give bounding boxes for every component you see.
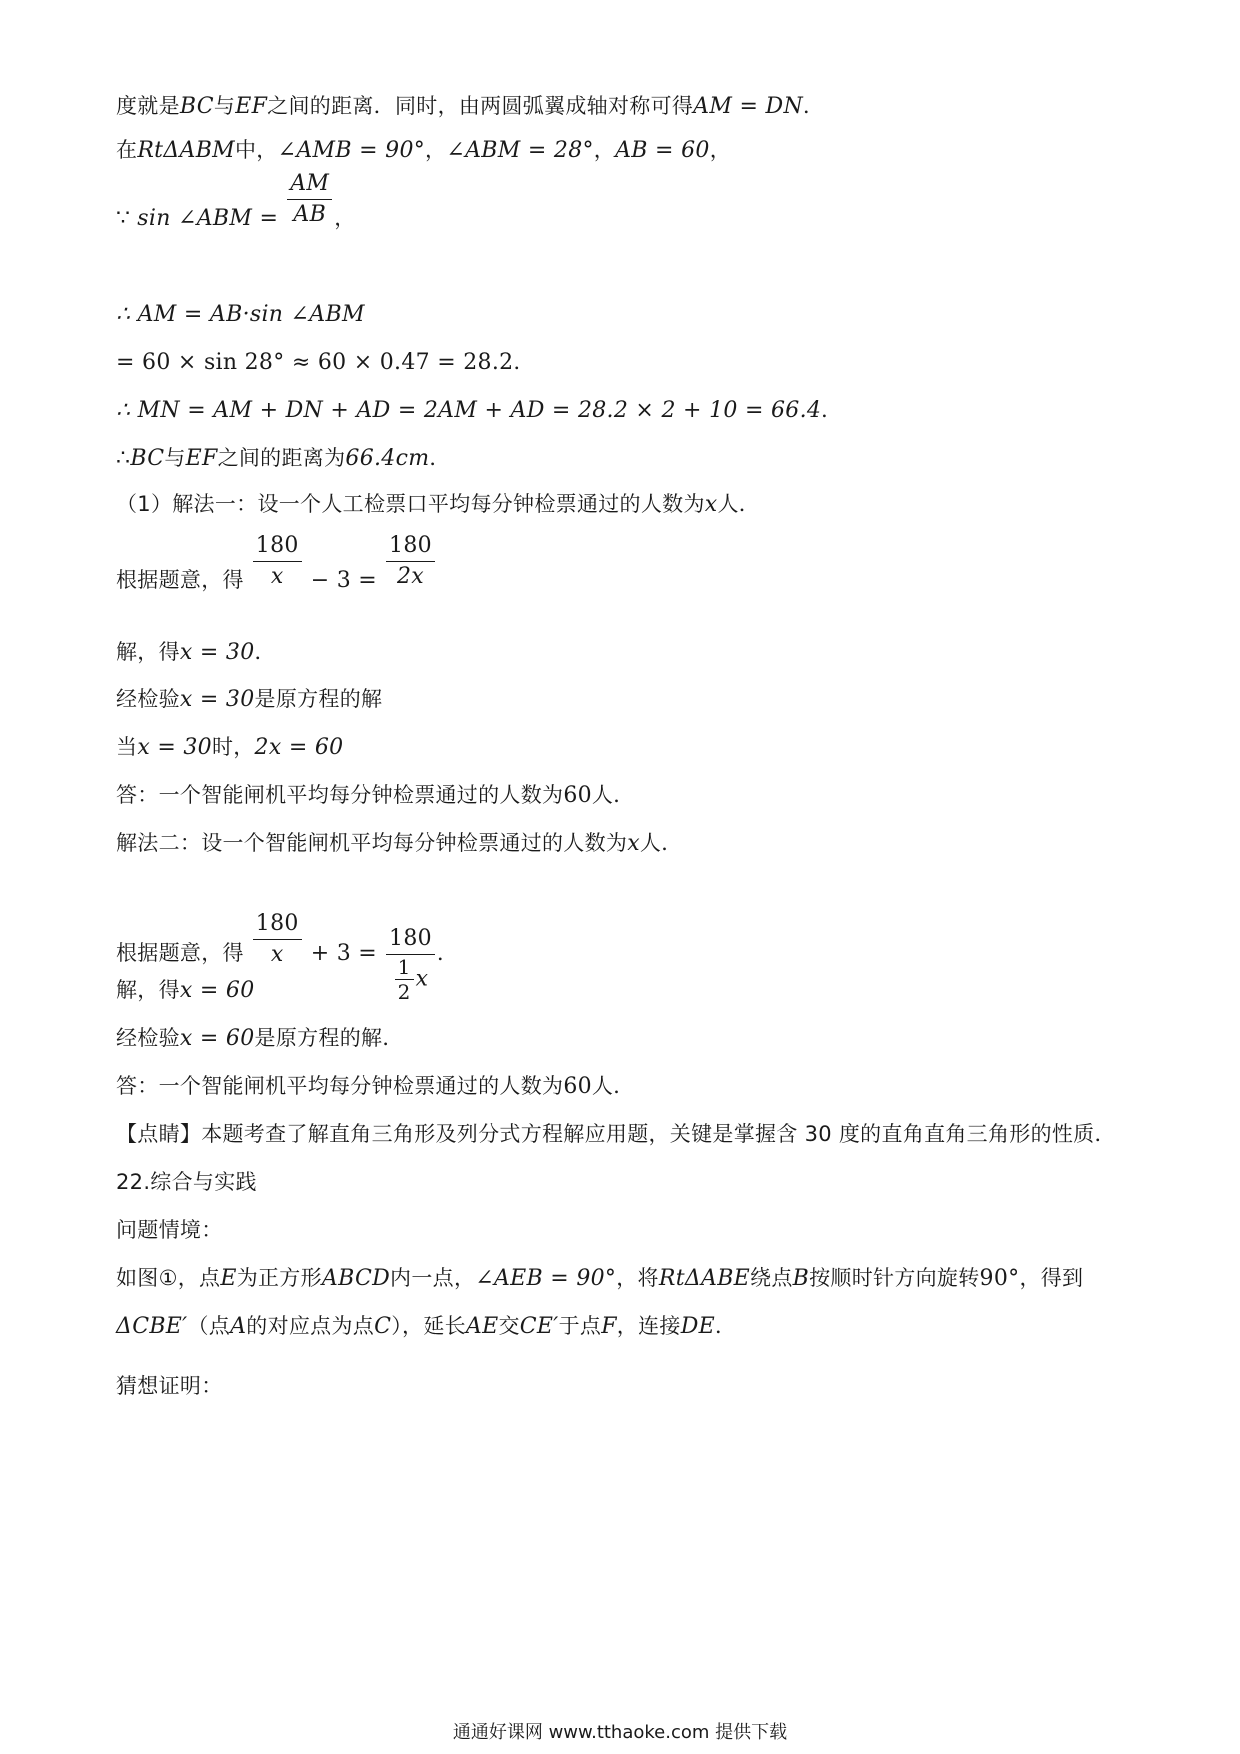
fraction-180-2x: $\frac{180}{2x}$ <box>386 531 435 592</box>
text-line-distance: ∴BC与EF之间的距离为66.4cm． <box>116 446 451 471</box>
formula-mn: ∴ MN = AM + DN + AD = 2AM + AD = 28.2 × 2 + 10 = 66.4． <box>116 398 843 423</box>
answer-line-two: 答：一个智能闸机平均每分钟检票通过的人数为60人． <box>116 1074 635 1099</box>
fraction-180-x: $\frac{180}{x}$ <box>253 531 302 592</box>
dianjing-note: 【点睛】本题考查了解直角三角形及列分式方程解应用题，关键是掌握含 30 度的直角直角三角形的性质． <box>116 1122 1116 1146</box>
check-line-one: 经检验x = 30是原方程的解 <box>116 687 383 712</box>
problem-context-heading: 问题情境： <box>116 1218 223 1242</box>
solution-one-heading: （1）解法一：设一个人工检票口平均每分钟检票通过的人数为x人． <box>116 492 761 517</box>
fraction-am-ab: $\frac{AM}{AB}$ <box>287 169 332 230</box>
page-footer: 通通好课网 www.tthaoke.com 提供下载 <box>452 1722 788 1743</box>
fraction-180-half-x: 180 $\frac{1}{2}$ x <box>386 924 435 1004</box>
problem-22-title: 22.综合与实践 <box>116 1170 257 1194</box>
fraction-180-x-two: $\frac{180}{x}$ <box>253 909 302 970</box>
text-line-2: 在RtΔABM中，∠AMB = 90°，∠ABM = 28°，AB = 60， <box>116 138 731 163</box>
solve-line-one: 解，得x = 30． <box>116 640 276 665</box>
formula-am: ∴ AM = AB·sin ∠ABM <box>116 302 365 327</box>
formula-sin-abm: ∵ sin ∠ABM = $\frac{AM}{AB}$ ， <box>116 170 356 231</box>
formula-calc: = 60 × sin 28° ≈ 60 × 0.47 = 28.2． <box>116 350 535 375</box>
problem-text-line-1: 如图①，点E为正方形ABCD内一点，∠AEB = 90°，将RtΔABE绕点B按顺时针方向旋转90°，得到 <box>116 1266 1084 1291</box>
equation-one: 根据题意，得 $\frac{180}{x}$ − 3 = $\frac{180}{2x}$ <box>116 566 437 595</box>
answer-line-one: 答：一个智能闸机平均每分钟检票通过的人数为60人． <box>116 783 635 808</box>
solve-line-two: 解，得x = 60 <box>116 978 255 1003</box>
conjecture-heading: 猜想证明： <box>116 1374 223 1398</box>
problem-text-line-2: ΔCBE′（点A的对应点为点C），延长AE交CE′于点F，连接DE． <box>116 1314 737 1339</box>
equation-two: 根据题意，得 $\frac{180}{x}$ + 3 = 180 $\frac{1}{2}$ x ． <box>116 910 459 1004</box>
when-line: 当x = 30时，2x = 60 <box>116 735 344 760</box>
fraction-one-half: $\frac{1}{2}$ <box>395 955 414 1004</box>
text-line-1: 度就是BC与EF之间的距离．同时，由两圆弧翼成轴对称可得AM = DN． <box>116 94 825 119</box>
solution-two-heading: 解法二：设一个智能闸机平均每分钟检票通过的人数为x人． <box>116 831 683 856</box>
check-line-two: 经检验x = 60是原方程的解． <box>116 1026 404 1051</box>
